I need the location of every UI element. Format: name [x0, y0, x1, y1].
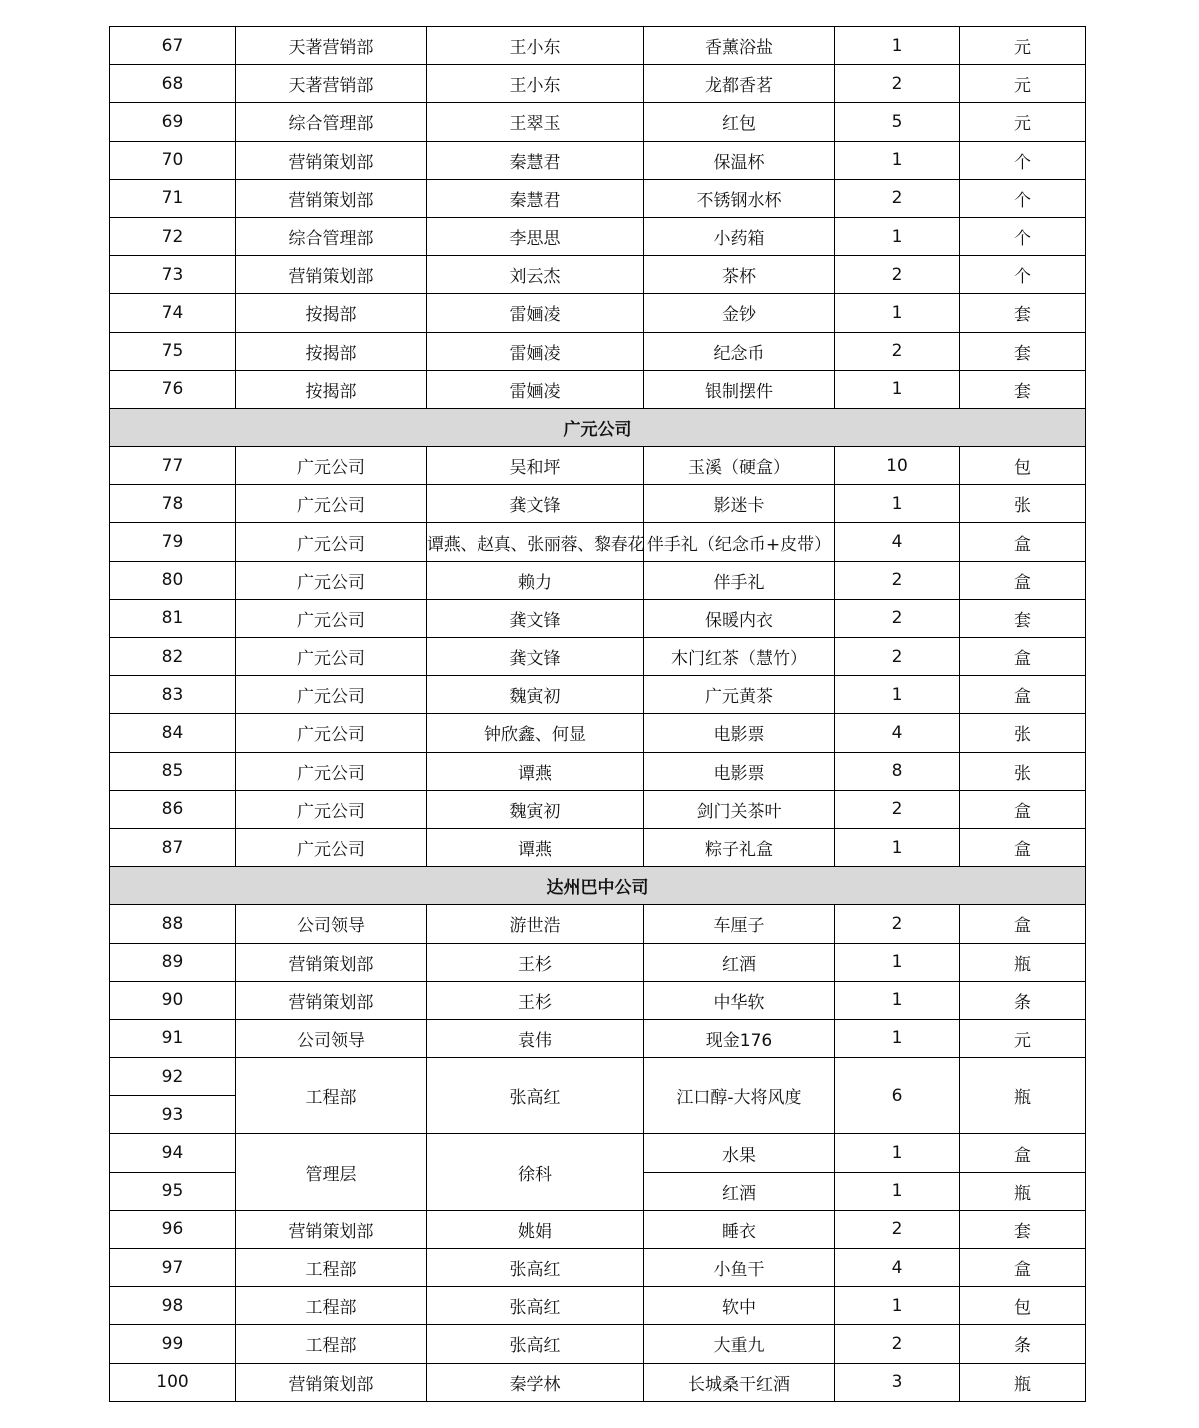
cell-item: 江口醇-大将风度: [644, 1058, 835, 1134]
cell-person: 刘云杰: [427, 256, 644, 294]
cell-person: 雷婳凌: [427, 332, 644, 370]
cell-item: 剑门关茶叶: [644, 790, 835, 828]
cell-qty: 2: [835, 332, 960, 370]
table-row: [110, 905, 1086, 943]
cell-unit: 盒: [960, 1249, 1086, 1287]
cell-no: 95: [110, 1172, 236, 1210]
table-row: [110, 1019, 1086, 1057]
cell-item: 软中: [644, 1287, 835, 1325]
cell-unit: 盒: [960, 638, 1086, 676]
cell-no: 79: [110, 523, 236, 561]
cell-person: 王杉: [427, 943, 644, 981]
cell-dept: 按揭部: [236, 294, 427, 332]
cell-no: 78: [110, 485, 236, 523]
cell-item: 小药箱: [644, 217, 835, 255]
cell-qty: 1: [835, 27, 960, 65]
table-row: [110, 828, 1086, 866]
table-row: [110, 332, 1086, 370]
cell-item: 伴手礼: [644, 561, 835, 599]
cell-person: 秦慧君: [427, 141, 644, 179]
cell-qty: 2: [835, 599, 960, 637]
table-row: [110, 27, 1086, 65]
table-row: [110, 1210, 1086, 1248]
cell-section: 达州巴中公司: [110, 867, 1086, 905]
cell-dept: 天著营销部: [236, 27, 427, 65]
table-row: [110, 599, 1086, 637]
cell-no: 73: [110, 256, 236, 294]
cell-unit: 瓶: [960, 943, 1086, 981]
cell-person: 魏寅初: [427, 676, 644, 714]
table-row: [110, 790, 1086, 828]
cell-no: 72: [110, 217, 236, 255]
cell-qty: 10: [835, 447, 960, 485]
table-row: [110, 294, 1086, 332]
table-row: [110, 103, 1086, 141]
cell-no: 82: [110, 638, 236, 676]
cell-person: 游世浩: [427, 905, 644, 943]
cell-person: 秦学林: [427, 1363, 644, 1401]
cell-no: 84: [110, 714, 236, 752]
cell-qty: 1: [835, 217, 960, 255]
cell-unit: 瓶: [960, 1058, 1086, 1134]
cell-unit: 盒: [960, 905, 1086, 943]
cell-item: 广元黄茶: [644, 676, 835, 714]
table-row: [110, 561, 1086, 599]
cell-unit: 盒: [960, 676, 1086, 714]
cell-person: 雷婳凌: [427, 370, 644, 408]
cell-qty: 1: [835, 1287, 960, 1325]
cell-no: 88: [110, 905, 236, 943]
cell-qty: 1: [835, 294, 960, 332]
cell-unit: 张: [960, 485, 1086, 523]
cell-qty: 1: [835, 370, 960, 408]
cell-no: 69: [110, 103, 236, 141]
cell-qty: 2: [835, 638, 960, 676]
cell-dept: 广元公司: [236, 561, 427, 599]
cell-no: 90: [110, 981, 236, 1019]
cell-qty: 1: [835, 828, 960, 866]
cell-unit: 张: [960, 714, 1086, 752]
cell-person: 袁伟: [427, 1019, 644, 1057]
cell-person: 徐科: [427, 1134, 644, 1210]
cell-qty: 1: [835, 141, 960, 179]
cell-qty: 5: [835, 103, 960, 141]
cell-person: 龚文锋: [427, 485, 644, 523]
cell-unit: 元: [960, 1019, 1086, 1057]
cell-no: 98: [110, 1287, 236, 1325]
cell-no: 86: [110, 790, 236, 828]
cell-dept: 工程部: [236, 1287, 427, 1325]
cell-unit: 盒: [960, 1134, 1086, 1172]
section-header-row: [110, 867, 1086, 905]
cell-unit: 盒: [960, 790, 1086, 828]
table-row: [110, 676, 1086, 714]
table-row: [110, 65, 1086, 103]
cell-item: 龙都香茗: [644, 65, 835, 103]
cell-unit: 盒: [960, 523, 1086, 561]
cell-unit: 包: [960, 1287, 1086, 1325]
section-header-row: [110, 408, 1086, 446]
cell-qty: 2: [835, 1210, 960, 1248]
cell-no: 76: [110, 370, 236, 408]
cell-no: 97: [110, 1249, 236, 1287]
table-row: [110, 714, 1086, 752]
cell-no: 70: [110, 141, 236, 179]
cell-no: 85: [110, 752, 236, 790]
cell-no: 81: [110, 599, 236, 637]
cell-person: 龚文锋: [427, 599, 644, 637]
cell-unit: 元: [960, 27, 1086, 65]
cell-no: 80: [110, 561, 236, 599]
cell-unit: 条: [960, 1325, 1086, 1363]
cell-person: 雷婳凌: [427, 294, 644, 332]
cell-person: 王杉: [427, 981, 644, 1019]
cell-qty: 4: [835, 1249, 960, 1287]
cell-dept: 广元公司: [236, 523, 427, 561]
cell-dept: 综合管理部: [236, 103, 427, 141]
cell-qty: 1: [835, 1134, 960, 1172]
cell-item: 长城桑干红酒: [644, 1363, 835, 1401]
cell-no: 74: [110, 294, 236, 332]
cell-qty: 4: [835, 714, 960, 752]
cell-unit: 套: [960, 294, 1086, 332]
cell-person: 王翠玉: [427, 103, 644, 141]
cell-item: 电影票: [644, 752, 835, 790]
table-row: [110, 981, 1086, 1019]
cell-item: 中华软: [644, 981, 835, 1019]
cell-unit: 张: [960, 752, 1086, 790]
cell-no: 96: [110, 1210, 236, 1248]
cell-qty: 2: [835, 790, 960, 828]
cell-qty: 1: [835, 1172, 960, 1210]
cell-dept: 广元公司: [236, 447, 427, 485]
cell-item: 伴手礼（纪念币+皮带）: [644, 523, 835, 561]
cell-unit: 元: [960, 103, 1086, 141]
cell-no: 100: [110, 1363, 236, 1401]
table-body: [110, 27, 1086, 1402]
cell-person: 龚文锋: [427, 638, 644, 676]
cell-dept: 营销策划部: [236, 1363, 427, 1401]
cell-item: 红包: [644, 103, 835, 141]
cell-dept: 天著营销部: [236, 65, 427, 103]
table-row: [110, 217, 1086, 255]
table-row: [110, 141, 1086, 179]
table-row: [110, 1287, 1086, 1325]
cell-item: 大重九: [644, 1325, 835, 1363]
cell-item: 木门红茶（慧竹）: [644, 638, 835, 676]
cell-unit: 个: [960, 141, 1086, 179]
cell-dept: 广元公司: [236, 752, 427, 790]
cell-dept: 公司领导: [236, 905, 427, 943]
cell-qty: 1: [835, 676, 960, 714]
cell-dept: 广元公司: [236, 790, 427, 828]
cell-item: 红酒: [644, 943, 835, 981]
cell-item: 小鱼干: [644, 1249, 835, 1287]
cell-person: 张高红: [427, 1058, 644, 1134]
cell-no: 91: [110, 1019, 236, 1057]
cell-no: 77: [110, 447, 236, 485]
cell-person: 钟欣鑫、何显: [427, 714, 644, 752]
cell-item: 车厘子: [644, 905, 835, 943]
cell-item: 纪念币: [644, 332, 835, 370]
table-row: [110, 179, 1086, 217]
cell-unit: 套: [960, 599, 1086, 637]
cell-unit: 个: [960, 179, 1086, 217]
cell-dept: 营销策划部: [236, 943, 427, 981]
cell-qty: 2: [835, 561, 960, 599]
cell-person: 张高红: [427, 1249, 644, 1287]
table-row: [110, 1249, 1086, 1287]
cell-qty: 1: [835, 981, 960, 1019]
table-row: [110, 1325, 1086, 1363]
cell-qty: 4: [835, 523, 960, 561]
cell-item: 影迷卡: [644, 485, 835, 523]
cell-qty: 1: [835, 943, 960, 981]
gift-register-table: [109, 26, 1086, 1402]
table-row: [110, 1363, 1086, 1401]
cell-unit: 盒: [960, 828, 1086, 866]
cell-qty: 2: [835, 65, 960, 103]
cell-dept: 营销策划部: [236, 256, 427, 294]
cell-item: 水果: [644, 1134, 835, 1172]
cell-no: 92: [110, 1058, 236, 1096]
cell-item: 玉溪（硬盒）: [644, 447, 835, 485]
cell-no: 71: [110, 179, 236, 217]
cell-item: 茶杯: [644, 256, 835, 294]
cell-unit: 瓶: [960, 1172, 1086, 1210]
cell-no: 93: [110, 1096, 236, 1134]
cell-person: 谭燕、赵真、张丽蓉、黎春花: [427, 523, 644, 561]
cell-unit: 元: [960, 65, 1086, 103]
cell-person: 姚娟: [427, 1210, 644, 1248]
table-row: [110, 256, 1086, 294]
cell-dept: 按揭部: [236, 332, 427, 370]
cell-item: 保温杯: [644, 141, 835, 179]
cell-no: 87: [110, 828, 236, 866]
table-row: [110, 752, 1086, 790]
cell-dept: 工程部: [236, 1325, 427, 1363]
cell-person: 王小东: [427, 27, 644, 65]
cell-item: 金钞: [644, 294, 835, 332]
table-row: [110, 485, 1086, 523]
cell-item: 保暖内衣: [644, 599, 835, 637]
cell-no: 68: [110, 65, 236, 103]
cell-no: 67: [110, 27, 236, 65]
cell-dept: 广元公司: [236, 676, 427, 714]
table-row: [110, 1134, 1086, 1172]
cell-person: 秦慧君: [427, 179, 644, 217]
table-row: [110, 638, 1086, 676]
cell-qty: 2: [835, 1325, 960, 1363]
cell-person: 谭燕: [427, 828, 644, 866]
cell-dept: 综合管理部: [236, 217, 427, 255]
cell-no: 83: [110, 676, 236, 714]
cell-dept: 广元公司: [236, 714, 427, 752]
cell-unit: 盒: [960, 561, 1086, 599]
cell-person: 李思思: [427, 217, 644, 255]
cell-dept: 广元公司: [236, 485, 427, 523]
cell-dept: 公司领导: [236, 1019, 427, 1057]
cell-dept: 工程部: [236, 1058, 427, 1134]
cell-item: 电影票: [644, 714, 835, 752]
cell-unit: 包: [960, 447, 1086, 485]
cell-dept: 营销策划部: [236, 141, 427, 179]
cell-dept: 管理层: [236, 1134, 427, 1210]
table-row: [110, 943, 1086, 981]
cell-unit: 个: [960, 256, 1086, 294]
cell-item: 红酒: [644, 1172, 835, 1210]
cell-qty: 8: [835, 752, 960, 790]
cell-dept: 工程部: [236, 1249, 427, 1287]
cell-item: 银制摆件: [644, 370, 835, 408]
cell-person: 王小东: [427, 65, 644, 103]
cell-qty: 1: [835, 485, 960, 523]
cell-no: 99: [110, 1325, 236, 1363]
cell-unit: 条: [960, 981, 1086, 1019]
cell-dept: 广元公司: [236, 828, 427, 866]
cell-person: 赖力: [427, 561, 644, 599]
cell-unit: 套: [960, 332, 1086, 370]
cell-dept: 广元公司: [236, 638, 427, 676]
cell-dept: 营销策划部: [236, 981, 427, 1019]
cell-item: 不锈钢水杯: [644, 179, 835, 217]
cell-no: 75: [110, 332, 236, 370]
cell-dept: 营销策划部: [236, 1210, 427, 1248]
cell-person: 吴和坪: [427, 447, 644, 485]
cell-item: 粽子礼盒: [644, 828, 835, 866]
cell-dept: 营销策划部: [236, 179, 427, 217]
cell-dept: 按揭部: [236, 370, 427, 408]
cell-qty: 3: [835, 1363, 960, 1401]
cell-person: 张高红: [427, 1325, 644, 1363]
cell-no: 89: [110, 943, 236, 981]
cell-qty: 1: [835, 1019, 960, 1057]
cell-item: 睡衣: [644, 1210, 835, 1248]
cell-item: 香薰浴盐: [644, 27, 835, 65]
cell-qty: 2: [835, 905, 960, 943]
cell-unit: 个: [960, 217, 1086, 255]
cell-person: 张高红: [427, 1287, 644, 1325]
cell-dept: 广元公司: [236, 599, 427, 637]
cell-unit: 套: [960, 370, 1086, 408]
cell-no: 94: [110, 1134, 236, 1172]
cell-qty: 2: [835, 256, 960, 294]
cell-item: 现金176: [644, 1019, 835, 1057]
cell-person: 谭燕: [427, 752, 644, 790]
table-row: [110, 1058, 1086, 1096]
cell-qty: 6: [835, 1058, 960, 1134]
table-row: [110, 523, 1086, 561]
table-row: [110, 370, 1086, 408]
cell-unit: 瓶: [960, 1363, 1086, 1401]
cell-section: 广元公司: [110, 408, 1086, 446]
cell-qty: 2: [835, 179, 960, 217]
cell-unit: 套: [960, 1210, 1086, 1248]
cell-person: 魏寅初: [427, 790, 644, 828]
table-row: [110, 447, 1086, 485]
